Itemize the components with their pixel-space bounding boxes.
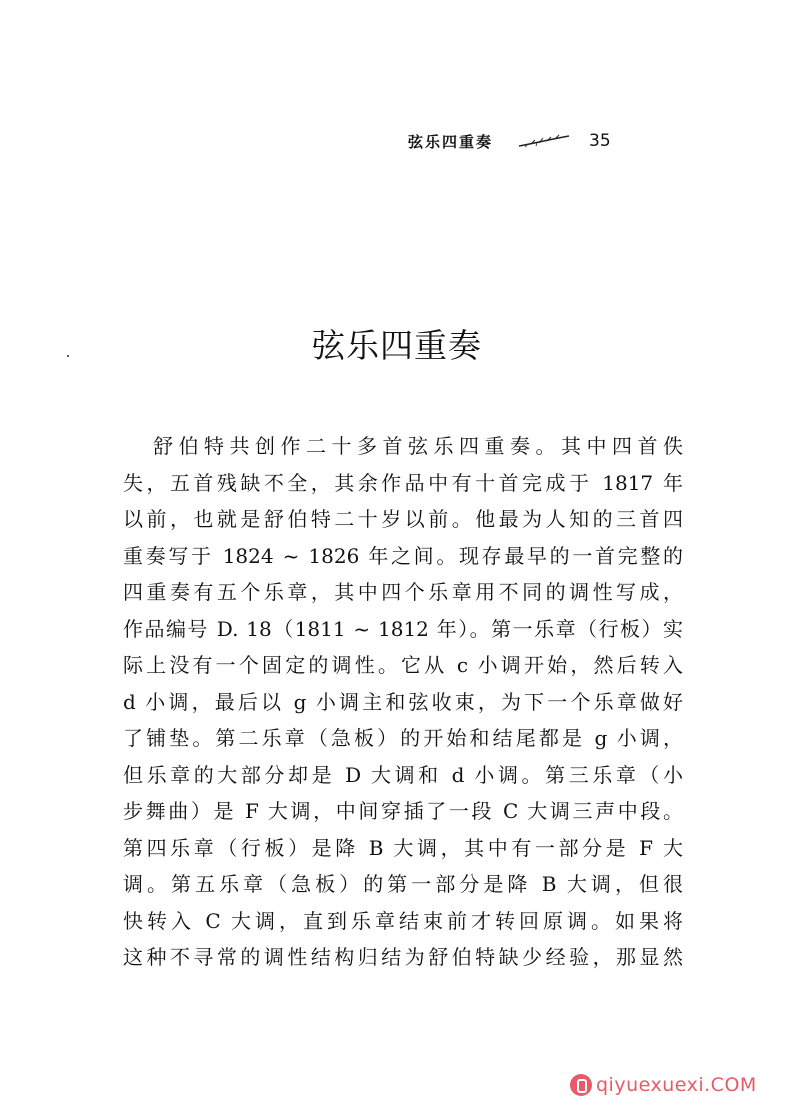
text-line: 这种不寻常的调性结构归结为舒伯特缺少经验，那显然	[123, 945, 683, 969]
text-line: 失，五首残缺不全，其余作品中有十首完成于 1817 年	[123, 470, 683, 495]
text-line: 重奏写于 1824 ~ 1826 年之间。现存最早的一首完整的	[123, 543, 683, 568]
body-paragraph	[123, 428, 683, 976]
scan-speck	[67, 355, 69, 357]
text-line: 快转入 C 大调，直到乐章结束前才转回原调。如果将	[123, 908, 683, 933]
page-number: 35	[589, 131, 611, 151]
text-line: 舒伯特共创作二十多首弦乐四重奏。其中四首佚	[153, 434, 683, 458]
text-line: 调。第五乐章（急板）的第一部分是降 B 大调，但很	[123, 872, 683, 896]
quill-flourish-icon	[517, 134, 571, 148]
text-line: 作品编号 D. 18（1811 ~ 1812 年）。第一乐章（行板）实	[123, 616, 683, 641]
site-watermark	[570, 1074, 757, 1096]
text-line: d 小调，最后以 g 小调主和弦收束，为下一个乐章做好	[123, 689, 683, 714]
logo-icon	[570, 1074, 592, 1096]
watermark-text: qiyuexuexi.COM	[596, 1074, 757, 1096]
running-title: 弦乐四重奏	[408, 132, 494, 151]
text-line: 际上没有一个固定的调性。它从 c 小调开始，然后转入	[123, 653, 683, 677]
chapter-title: 弦乐四重奏	[312, 326, 482, 366]
text-line: 了铺垫。第二乐章（急板）的开始和结尾都是 g 小调，	[123, 726, 683, 750]
text-line: 但乐章的大部分却是 D 大调和 d 小调。第三乐章（小	[123, 762, 683, 787]
text-line: 以前，也就是舒伯特二十岁以前。他最为人知的三首四	[123, 507, 683, 531]
running-header	[408, 128, 611, 154]
text-line: 四重奏有五个乐章，其中四个乐章用不同的调性写成，	[123, 580, 683, 604]
text-line: 第四乐章（行板）是降 B 大调，其中有一部分是 F 大	[123, 835, 683, 860]
text-line: 步舞曲）是 F 大调，中间穿插了一段 C 大调三声中段。	[123, 799, 683, 823]
